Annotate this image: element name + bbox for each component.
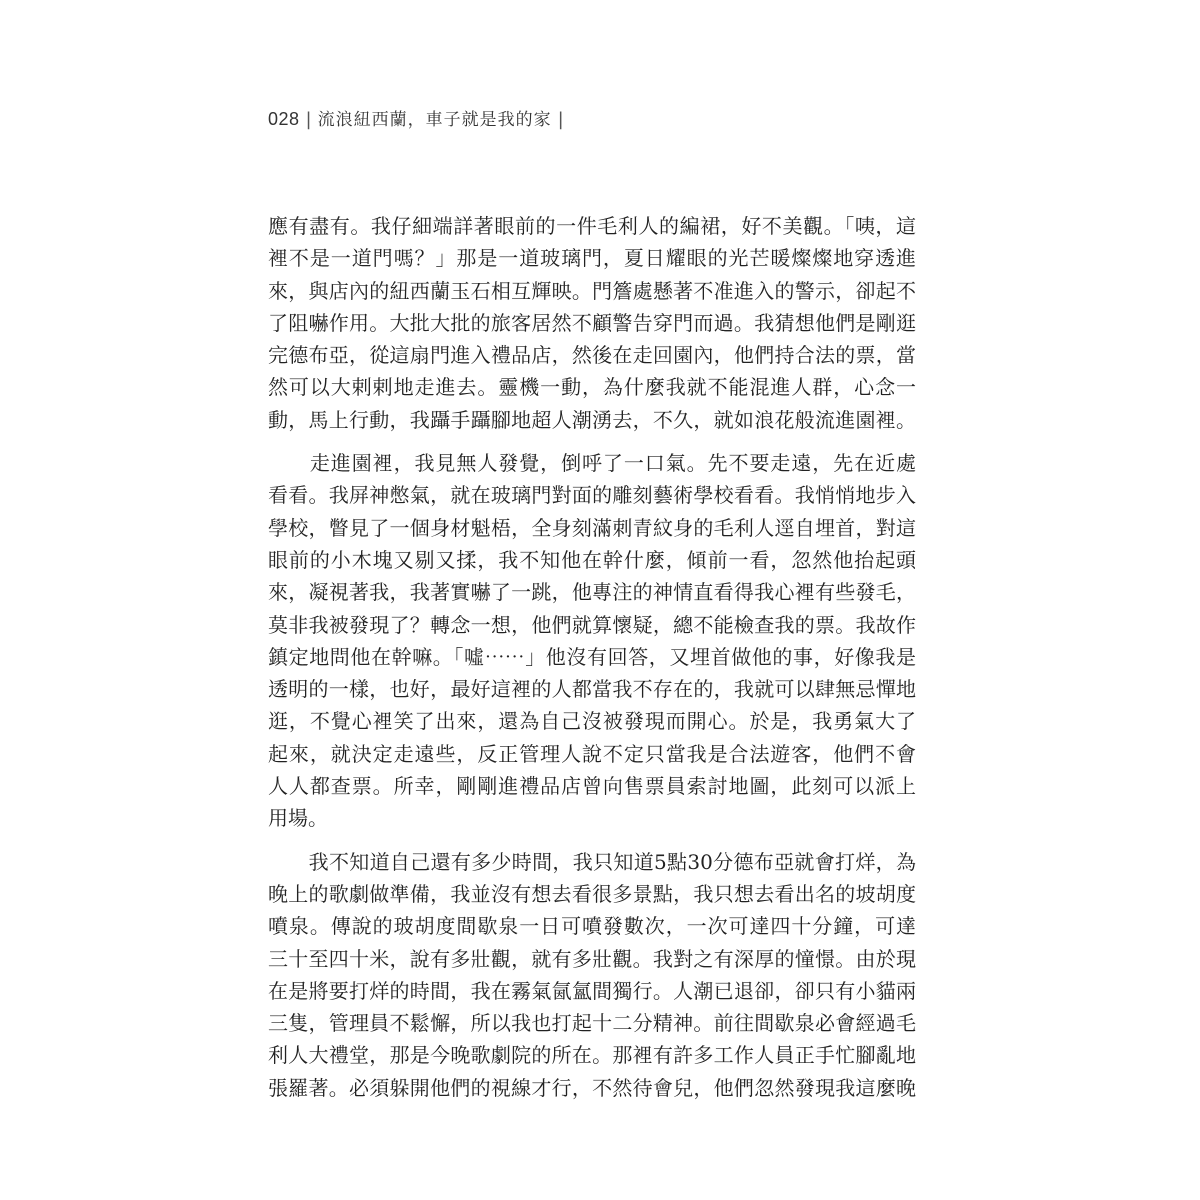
paragraph-spacer (268, 436, 916, 447)
text-line: 張羅著。必須躲開他們的視線才行，不然待會兒，他們忽然發現我這麼晚 (268, 1075, 916, 1100)
text-line: 應有盡有。我仔細端詳著眼前的一件毛利人的編裙，好不美觀。「咦，這 (268, 214, 916, 238)
header-separator-left: | (305, 109, 312, 130)
paragraph-1 (268, 210, 916, 436)
text-line: 逛，不覺心裡笑了出來，還為自己沒被發現而開心。於是，我勇氣大了 (268, 709, 916, 734)
text-line: 鎮定地問他在幹嘛。「噓⋯⋯」他沒有回答，又埋首做他的事，好像我是 (268, 644, 916, 669)
paragraph-3 (268, 846, 916, 1104)
text-line: 走進園裡，我見無人發覺，倒呼了一口氣。先不要走遠，先在近處 (268, 451, 916, 476)
text-line: 了阻嚇作用。大批大批的旅客居然不顧警告穿門而過。我猜想他們是剛逛 (268, 310, 916, 335)
text-line: 莫非我被發現了？轉念一想，他們就算懷疑，總不能檢查我的票。我故作 (268, 612, 916, 637)
text-line: 在是將要打烊的時間，我在霧氣氤氳間獨行。人潮已退卻，卻只有小貓兩 (268, 978, 916, 1003)
text-line: 噴泉。傳說的玻胡度間歇泉一日可噴發數次，一次可達四十分鐘，可達 (268, 914, 916, 939)
body-text (268, 210, 916, 1104)
running-head (268, 106, 570, 132)
text-line: 完德布亞，從這扇門進入禮品店，然後在走回園內，他們持合法的票，當 (268, 343, 916, 368)
text-line: 動，馬上行動，我躡手躡腳地超人潮湧去，不久，就如浪花般流進園裡。 (268, 407, 916, 432)
paragraph-spacer (268, 835, 916, 846)
text-line: 三十至四十米，說有多壯觀，就有多壯觀。我對之有深厚的憧憬。由於現 (268, 946, 916, 971)
text-line: 然可以大剌剌地走進去。靈機一動，為什麼我就不能混進人群，心念一 (268, 375, 916, 400)
text-line: 起來，就決定走遠些，反正管理人說不定只當我是合法遊客，他們不會 (268, 741, 916, 766)
text-line: 學校，瞥見了一個身材魁梧，全身刻滿刺青紋身的毛利人逕自埋首，對這 (268, 515, 916, 540)
text-line: 裡不是一道門嗎？」那是一道玻璃門，夏日耀眼的光芒暖燦燦地穿透進 (268, 246, 916, 271)
text-line: 透明的一樣，也好，最好這裡的人都當我不存在的，我就可以肆無忌憚地 (268, 677, 916, 702)
text-line: 看看。我屏神憋氣，就在玻璃門對面的雕刻藝術學校看看。我悄悄地步入 (268, 483, 916, 508)
text-line: 利人大禮堂，那是今晚歌劇院的所在。那裡有許多工作人員正手忙腳亂地 (268, 1043, 916, 1068)
text-line: 來，凝視著我，我著實嚇了一跳，他專注的神情直看得我心裡有些發毛， (268, 580, 916, 605)
text-line: 我不知道自己還有多少時間，我只知道5點30分德布亞就會打烊，為 (268, 849, 916, 874)
paragraph-2 (268, 447, 916, 835)
text-line: 來，與店內的紐西蘭玉石相互輝映。門簷處懸著不准進入的警示，卻起不 (268, 278, 916, 303)
text-line: 三隻，管理員不鬆懈，所以我也打起十二分精神。前往間歇泉必會經過毛 (268, 1011, 916, 1036)
text-line: 人人都查票。所幸，剛剛進禮品店曾向售票員索討地圖，此刻可以派上 (268, 774, 916, 799)
book-title: 流浪紐西蘭，車子就是我的家 (317, 110, 552, 130)
text-line: 晚上的歌劇做準備，我並沒有想去看很多景點，我只想去看出名的坡胡度 (268, 881, 916, 906)
header-separator-right: | (557, 109, 564, 130)
text-line: 眼前的小木塊又剔又揉，我不知他在幹什麼，傾前一看，忽然他抬起頭 (268, 547, 916, 572)
page-number: 028 (268, 109, 300, 129)
text-line: 用場。 (268, 806, 328, 831)
